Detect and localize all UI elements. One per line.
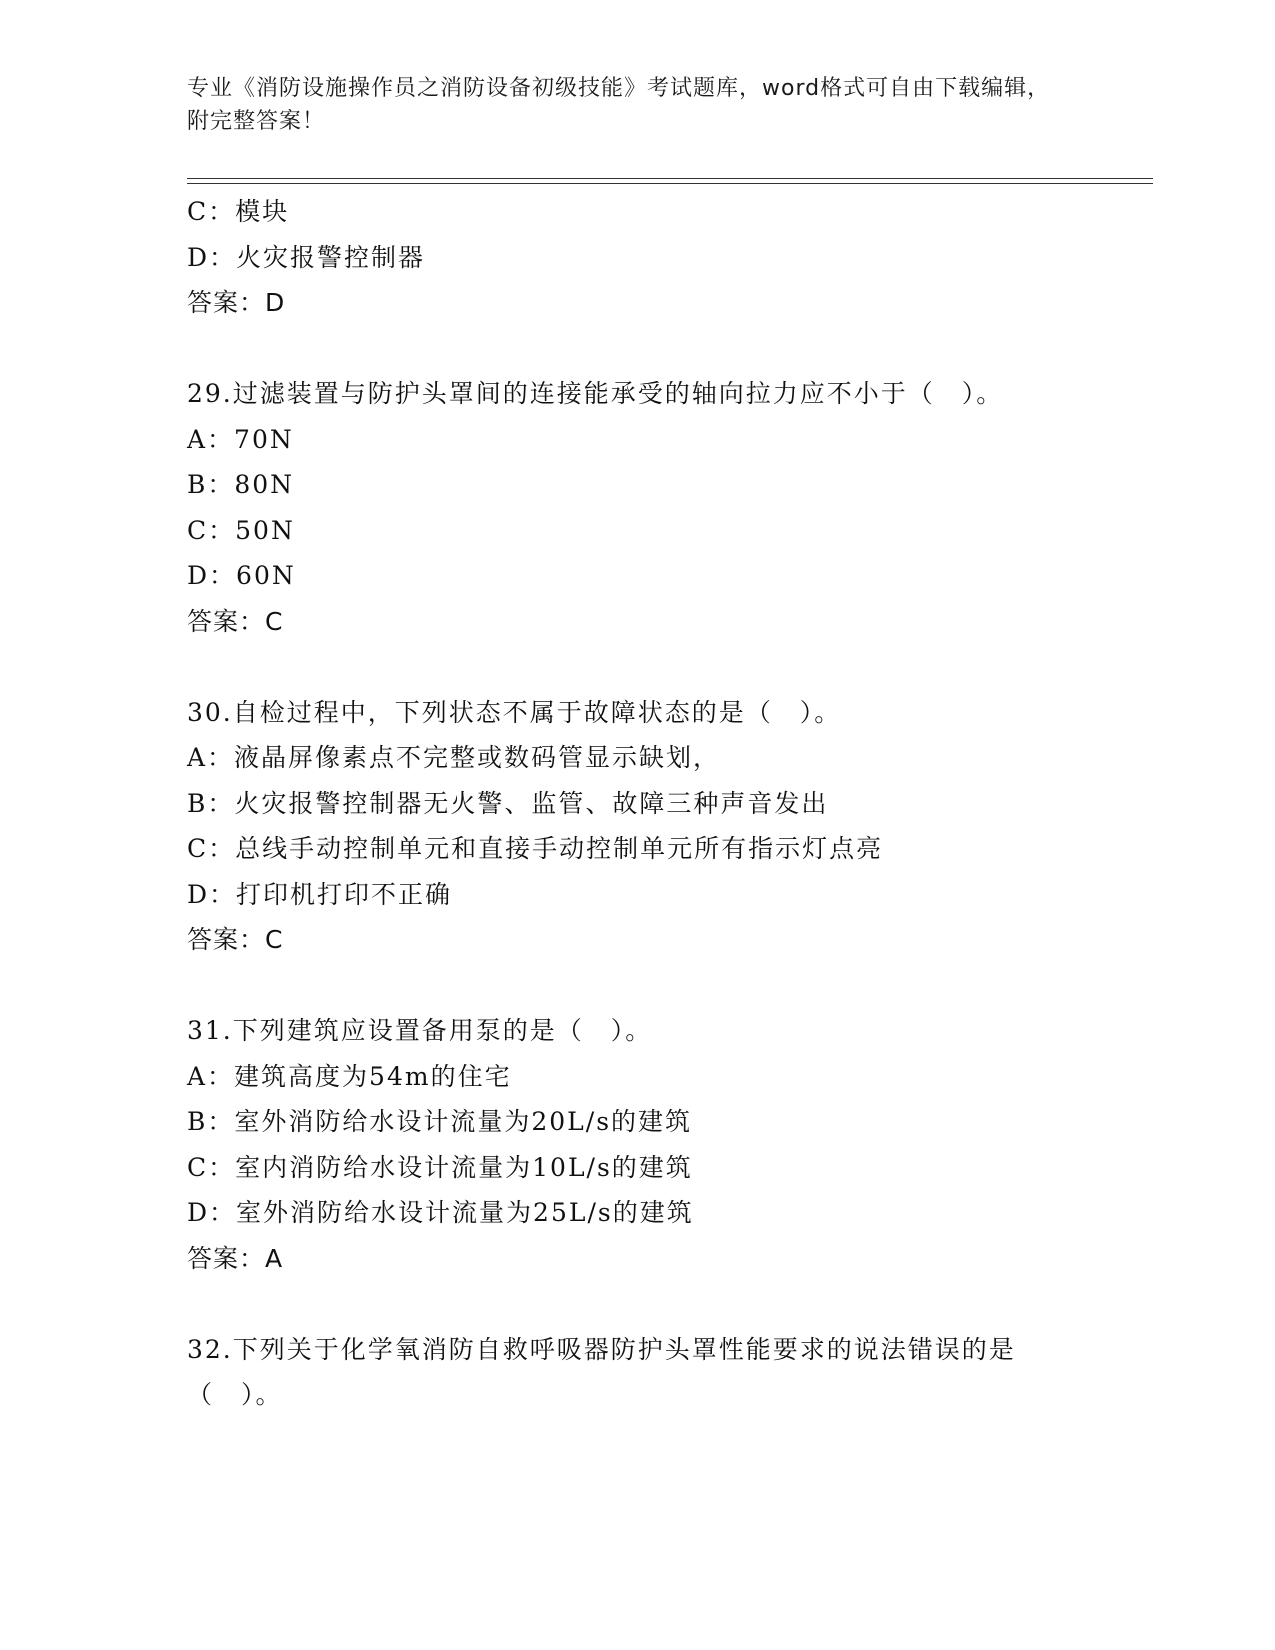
option-c: C：模块 — [187, 197, 290, 226]
question-30 — [187, 690, 1153, 963]
option-c: C：50N — [187, 515, 295, 545]
spacer — [187, 1281, 1153, 1327]
header-rule-bottom — [187, 183, 1153, 184]
document-header — [187, 72, 1067, 138]
option-d: D：打印机打印不正确 — [187, 879, 453, 909]
option-a: A：液晶屏像素点不完整或数码管显示缺划， — [187, 743, 721, 772]
header-rule-top — [187, 178, 1153, 179]
option-b: B：室外消防给水设计流量为20L/s的建筑 — [187, 1107, 693, 1136]
question-stem: 30.自检过程中，下列状态不属于故障状态的是（ ）。 — [187, 697, 842, 727]
answer: 答案：D — [187, 288, 286, 317]
option-c: C：室内消防给水设计流量为10L/s的建筑 — [187, 1152, 693, 1182]
question-stem: 32.下列关于化学氧消防自救呼吸器防护头罩性能要求的说法错误的是（ ）。 — [187, 1334, 1016, 1409]
header-text: 专业《消防设施操作员之消防设备初级技能》考试题库，word格式可自由下载编辑，附完整答案！ — [187, 76, 1051, 134]
question-29 — [187, 371, 1153, 644]
answer: 答案：A — [187, 1243, 284, 1273]
spacer — [187, 326, 1153, 372]
answer: 答案：C — [187, 925, 284, 954]
question-list — [187, 189, 1153, 1418]
option-a: A：70N — [187, 424, 294, 454]
option-d: D：室外消防给水设计流量为25L/s的建筑 — [187, 1198, 694, 1227]
option-c: C：总线手动控制单元和直接手动控制单元所有指示灯点亮 — [187, 834, 884, 863]
spacer — [187, 963, 1153, 1009]
question-fragment — [187, 189, 1153, 326]
question-32 — [187, 1327, 1153, 1418]
option-d: D：火灾报警控制器 — [187, 242, 426, 272]
option-b: B：火灾报警控制器无火警、监管、故障三种声音发出 — [187, 788, 829, 818]
question-stem: 29.过滤装置与防护头罩间的连接能承受的轴向拉力应不小于（ ）。 — [187, 379, 1004, 408]
question-stem: 31.下列建筑应设置备用泵的是（ ）。 — [187, 1016, 653, 1045]
option-d: D：60N — [187, 561, 296, 590]
option-b: B：80N — [187, 470, 295, 499]
option-a: A：建筑高度为54m的住宅 — [187, 1061, 512, 1091]
question-31 — [187, 1008, 1153, 1281]
spacer — [187, 644, 1153, 690]
answer: 答案：C — [187, 606, 284, 636]
